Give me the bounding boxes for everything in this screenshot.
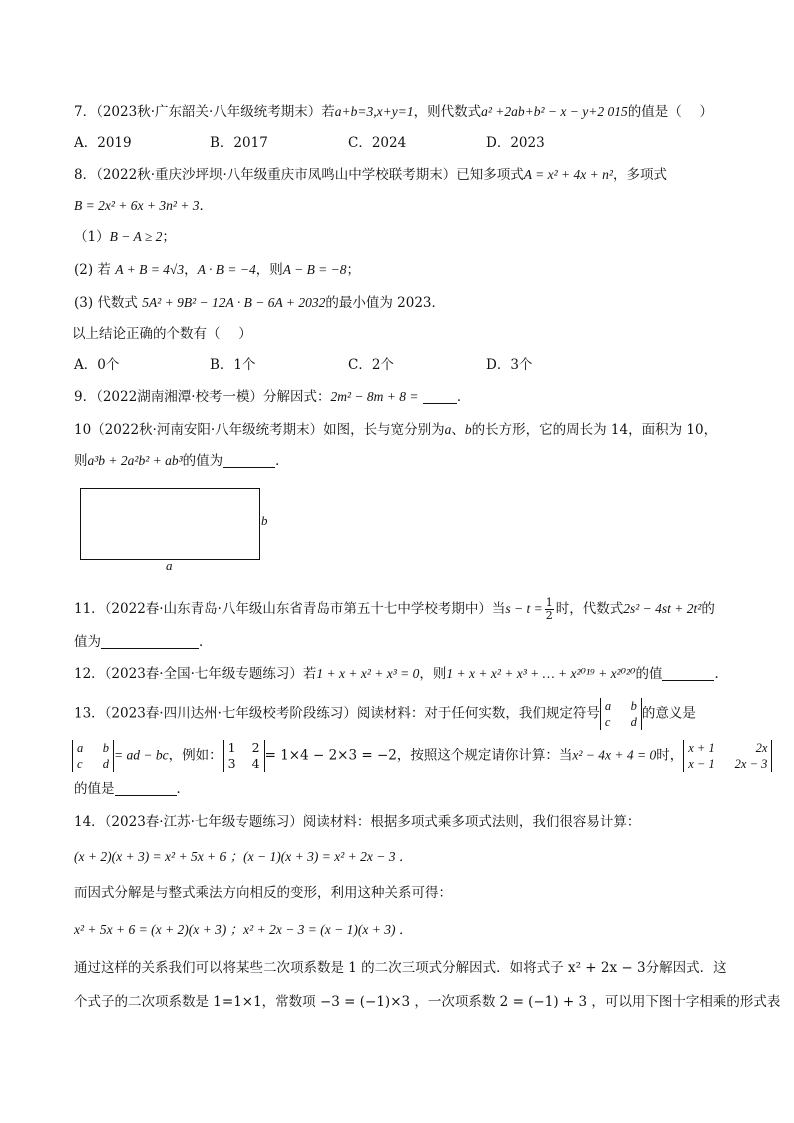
q9-suffix: ．: [456, 389, 471, 405]
q12-mid: ，则: [419, 666, 447, 682]
det-d: d: [630, 715, 637, 729]
q10-line-2: [74, 452, 289, 470]
q8-option-b[interactable]: B．1个: [210, 357, 256, 373]
q8-statement-1: [74, 228, 176, 246]
q7-option-a[interactable]: A．2019: [74, 135, 132, 151]
q10-line2-end: ．: [275, 453, 289, 469]
q12-line: [74, 665, 728, 683]
q9-expression: 2m² − 8m + 8 =: [330, 389, 419, 404]
q8-statement-2: [74, 261, 360, 279]
q8-s3-expr: 5A² + 9B² − 12A · B − 6A + 2032: [142, 295, 326, 310]
q8-s1-expr: B − A ≥ 2: [109, 229, 163, 244]
q11-numerator: 1: [545, 596, 553, 609]
def-a: a: [77, 741, 84, 755]
q13-condition: x² − 4x + 4 = 0: [572, 747, 657, 763]
q10-text-1-end: 的长方形，它的周长为 14，面积为 10，: [471, 422, 718, 438]
q8-s2-expr3: A − B = −8: [282, 262, 347, 277]
ex-2: 2: [251, 740, 260, 755]
q8-s1-end: ；: [162, 229, 176, 245]
q11-denominator: 2: [545, 609, 553, 622]
q13-line-1: [74, 698, 696, 730]
q13-line3-end: ．: [176, 781, 190, 797]
q11-line-2: [74, 633, 213, 651]
q8-poly-a: A = x² + 4x + n²: [523, 167, 613, 182]
q8-prefix: 8．（2022秋·重庆沙坪坝·八年级重庆市凤鸣山中学校联考期末）已知多项式: [74, 167, 524, 183]
q8-poly-b: B = 2x² + 6x + 3n² + 3: [74, 198, 200, 213]
q13-line-3: [74, 780, 190, 798]
q8-s2-expr2: A · B = −4: [197, 262, 256, 277]
q10-line2-mid: 的值为: [182, 453, 224, 469]
q13-answer-blank[interactable]: [115, 781, 177, 796]
q10-line2-prefix: 则: [74, 453, 88, 469]
q10-line-1: [74, 421, 717, 439]
q11-prefix: 11．（2022春·山东青岛·八年级山东省青岛市第五十七中学校考期中）当: [74, 601, 506, 617]
q12-expression: 1 + x + x² + x³ + … + x²⁰¹⁹ + x²⁰²⁰: [446, 666, 636, 681]
q9-line: [74, 388, 470, 406]
q13-rule: ，按照这个规定请你计算：当: [396, 747, 573, 764]
q13-definition-determinant: [72, 740, 114, 772]
q9-prefix: 9．（2022湖南湘潭·校考一模）分解因式：: [74, 389, 331, 405]
q7-option-b[interactable]: B．2017: [210, 135, 268, 151]
q13-example-result: = 1×4 − 2×3 = −2: [264, 747, 397, 764]
q13-symbol-determinant: [600, 698, 642, 730]
q12-condition: 1 + x + x² + x³ = 0: [316, 666, 420, 681]
ex-4: 4: [251, 756, 260, 771]
q11-answer-blank[interactable]: [101, 634, 199, 649]
q14-line-4: x² + 5x + 6 = (x + 2)(x + 3) ；x² + 2x − 3 = (x − 1)(x + 3) ．: [74, 922, 413, 937]
q8-mid: ，多项式: [612, 167, 667, 183]
q11-fraction: [545, 597, 554, 622]
mat-22: 2x − 3: [734, 757, 768, 771]
def-c: c: [77, 757, 83, 771]
q7-option-d[interactable]: D．2023: [486, 135, 545, 151]
ex-3: 3: [227, 756, 236, 771]
q9-answer-blank[interactable]: [423, 389, 457, 404]
q8-question: 以上结论正确的个数有（ ）: [72, 326, 252, 342]
q13-text-1: 13．（2023春·四川达州·七年级校考阶段练习）阅读材料：对于任何实数，我们规定符号: [74, 705, 600, 722]
q8-poly-b-end: ．: [199, 198, 214, 214]
def-b: b: [102, 741, 109, 755]
q14-line-1: 14．（2023春·江苏·七年级专题练习）阅读材料：根据多项式乘多项式法则，我们很容易计算：: [74, 814, 641, 830]
figure-label-a: a: [166, 558, 173, 573]
q7-condition: a+b=3,x+y=1: [334, 104, 414, 119]
q7-prefix: 7．（2023秋·广东韶关·八年级统考期末）若: [74, 104, 335, 120]
q7-line: [74, 103, 713, 121]
q7-expression: a² +2ab+b² − x − y+2 015: [481, 104, 628, 119]
q7-option-c[interactable]: C．2024: [348, 135, 407, 151]
q8-option-a[interactable]: A．0个: [74, 357, 120, 373]
q10-expression: a³b + 2a²b² + ab³: [87, 453, 183, 468]
def-d: d: [102, 757, 109, 771]
figure-label-b: b: [261, 513, 268, 528]
q8-statement-3: [74, 294, 445, 312]
q10-var-a: a: [444, 422, 452, 437]
rectangle-figure: [80, 488, 260, 560]
q8-s2-label: (2) 若: [74, 262, 111, 278]
mat-12: 2x: [755, 741, 768, 755]
q13-matrix: [683, 740, 772, 772]
q11-line1-end: 的: [701, 601, 715, 617]
q11-line2-end: ．: [199, 634, 213, 650]
q8-option-c[interactable]: C．2个: [348, 357, 394, 373]
q8-s2-end: ；: [346, 262, 361, 278]
q13-when: 时，: [656, 747, 684, 764]
q13-definition: = ad − bc: [114, 747, 169, 763]
mat-21: x − 1: [688, 757, 715, 771]
q11-line-1: [74, 597, 715, 622]
q8-s1-label: （1）: [74, 229, 110, 245]
ex-1: 1: [227, 740, 236, 755]
q10-sep: 、: [451, 422, 465, 438]
q8-s2-sep: ，: [184, 262, 198, 278]
q14-line-6: 个式子的二次项系数是 1=1×1，常数项 −3 = (−1)×3 ，一次项系数 2 = (−1) + 3 ，可以用下图十字相乘的形式表: [74, 994, 781, 1010]
det-b: b: [630, 699, 637, 713]
q14-line-5: 通过这样的关系我们可以将某些二次项系数是 1 的二次三项式分解因式．如将式子 x² + 2x − 3分解因式．这: [74, 960, 727, 976]
q13-example-determinant: [223, 740, 265, 772]
q7-mid: ，则代数式: [413, 104, 482, 120]
q12-prefix: 12．（2023春·全国·七年级专题练习）若: [74, 666, 317, 682]
q8-s2-then: ，则: [255, 262, 283, 278]
q13-line3-prefix: 的值是: [74, 781, 115, 797]
q7-suffix: 的值是（ ）: [627, 104, 714, 120]
q8-option-d[interactable]: D．3个: [486, 357, 533, 373]
q8-s2-expr1: A + B = 4√3: [115, 262, 185, 277]
mat-11: x + 1: [688, 741, 715, 755]
q12-suffix-a: 的值: [635, 666, 663, 682]
q10-text-1: 10（2022秋·河南安阳·八年级统考期末）如图，长与宽分别为: [74, 422, 445, 438]
q11-condition: s − t =: [505, 601, 543, 616]
q11-line2-prefix: 值为: [74, 634, 101, 650]
q14-line-3: 而因式分解是与整式乘法方向相反的变形，利用这种关系可得：: [74, 885, 452, 901]
q11-mid: 时，代数式: [555, 601, 624, 617]
q13-text-1-end: 的意义是: [641, 705, 696, 722]
det-a: a: [604, 699, 612, 713]
q13-line-2: [72, 740, 772, 772]
q11-expression: 2s² − 4st + 2t²: [623, 601, 702, 616]
q8-line-2: [74, 197, 213, 215]
q12-answer-blank[interactable]: [662, 666, 714, 681]
q10-answer-blank[interactable]: [223, 453, 275, 468]
q8-line-1: [74, 166, 667, 184]
det-c: c: [604, 715, 611, 729]
q8-s3-label: (3) 代数式: [74, 295, 138, 311]
q14-line-2: (x + 2)(x + 3) = x² + 5x + 6 ；(x − 1)(x + 3) = x² + 2x − 3 ．: [74, 849, 413, 864]
q12-suffix-b: ．: [714, 666, 728, 682]
q13-example-prefix: ，例如：: [168, 747, 223, 764]
q8-s3-end: 的最小值为 2023．: [325, 295, 446, 311]
q10-var-b: b: [464, 422, 472, 437]
